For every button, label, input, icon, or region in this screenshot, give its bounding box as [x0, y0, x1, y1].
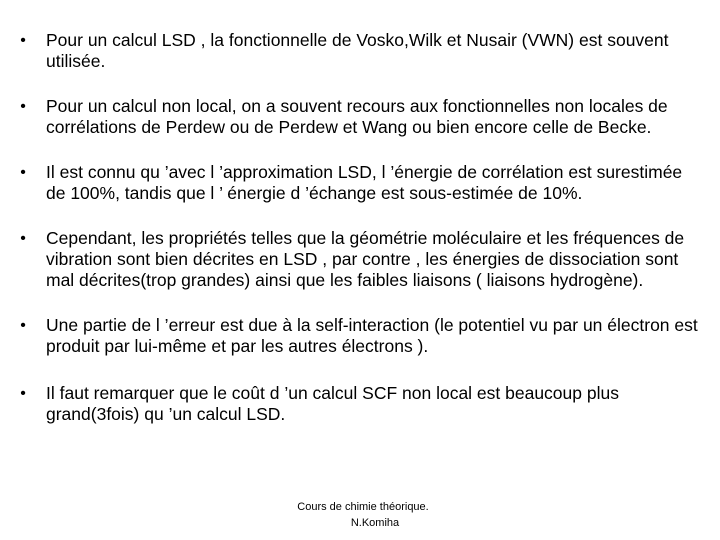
footer-author: N.Komiha: [350, 517, 400, 529]
bullet-text: Cependant, les propriétés telles que la géométrie moléculaire et les fréquences de vibration sont bien décrites en LSD , par contre , les énergies de dissociation sont mal décrites(trop grandes) ainsi que les faibles liaisons ( liaisons hydrogène).: [46, 228, 685, 290]
bullet-list: [16, 30, 706, 449]
list-item: [16, 96, 706, 138]
bullet-icon: •: [20, 32, 26, 49]
list-item: [16, 228, 706, 291]
list-item: [16, 383, 706, 425]
bullet-text: Une partie de l ’erreur est due à la self-interaction (le potentiel vu par un électron est produit par lui-même et par les autres électrons ).: [46, 315, 698, 356]
bullet-icon: •: [20, 317, 26, 334]
bullet-text: Pour un calcul non local, on a souvent recours aux fonctionnelles non locales de corrélations de Perdew ou de Perdew et Wang ou bien encore celle de Becke.: [46, 96, 668, 137]
bullet-icon: •: [20, 385, 26, 402]
list-item: [16, 315, 706, 357]
bullet-icon: •: [20, 164, 26, 181]
bullet-text: Il est connu qu ’avec l ’approximation LSD, l ’énergie de corrélation est surestimée de 100%, tandis que l ’ énergie d ’échange est sous-estimée de 10%.: [46, 162, 683, 203]
slide-footer: [278, 499, 448, 531]
bullet-text: Pour un calcul LSD , la fonctionnelle de Vosko,Wilk et Nusair (VWN) est souvent utilisée.: [46, 30, 669, 71]
bullet-icon: •: [20, 230, 26, 247]
footer-course: Cours de chimie théorique.: [297, 501, 429, 513]
list-item: [16, 162, 706, 204]
bullet-text: Il faut remarquer que le coût d ’un calcul SCF non local est beaucoup plus grand(3fois) qu ’un calcul LSD.: [46, 383, 619, 424]
list-item: [16, 30, 706, 72]
bullet-icon: •: [20, 98, 26, 115]
